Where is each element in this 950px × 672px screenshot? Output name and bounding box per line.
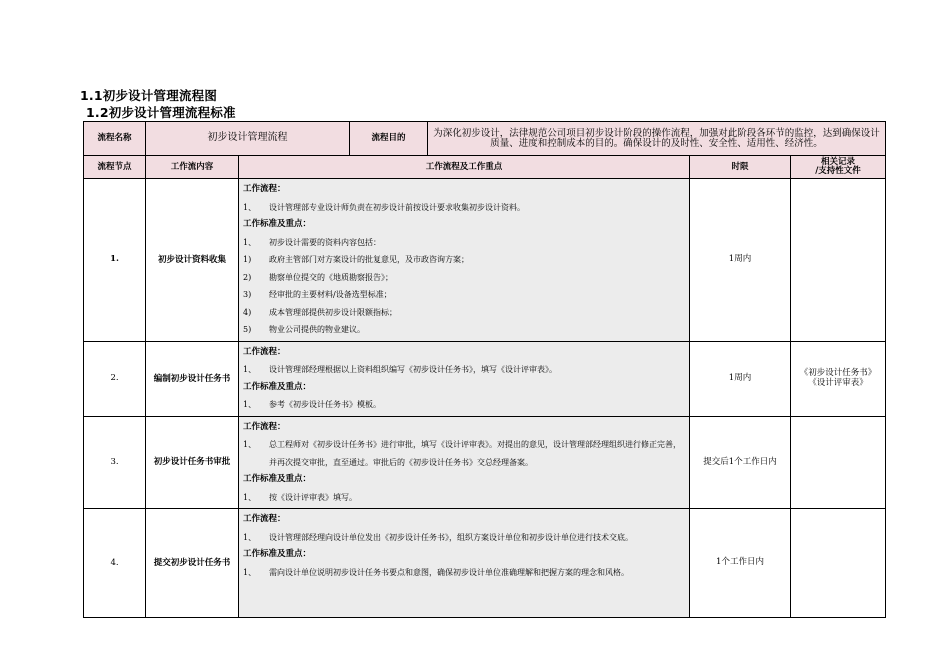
process-standard-table [83,121,886,618]
process-name-value: 初步设计管理流程 [146,122,350,156]
item-text: 成本管理部提供初步设计限额指标； [269,307,397,317]
records-text: 《初步设计任务书》 《设计评审表》 [799,368,877,388]
process-title: 工作流程： [243,184,286,194]
item-number: 1、 [243,237,257,247]
item-text: 参考《初步设计任务书》模板。 [269,400,381,409]
item-text: 设计管理部经理向设计单位发出《初步设计任务书》，组织方案设计单位和初步设计单位进行技术交底。 [269,532,633,542]
standard-item [243,489,685,507]
row-number: 1. [84,179,146,342]
process-item [243,361,685,379]
table-row [84,416,886,509]
table-row [84,179,886,342]
row-content: 提交初步设计任务书 [146,509,239,618]
item-number: 1、 [243,202,257,212]
row-content: 初步设计资料收集 [146,179,239,342]
process-purpose-label: 流程目的 [350,122,428,156]
process-purpose-value: 为深化初步设计，法律规范公司项目初步设计阶段的操作流程，加强对此阶段各环节的监控，达到确保设计质量、进度和控制成本的目的。确保设计的及时性、安全性、适用性、经济性。 [428,122,886,156]
standard-title: 工作标准及重点： [243,549,312,559]
standard-item [243,286,685,304]
item-text: 经审批的主要材料/设备选型标准； [269,290,392,299]
item-number: 3) [243,290,252,299]
process-title: 工作流程： [243,421,286,432]
item-number: 1) [243,255,252,264]
row-work [239,341,690,416]
row-work [239,509,690,618]
standard-item [243,251,685,269]
column-header-row [84,156,886,179]
item-text: 政府主管部门对方案设计的批复意见，及市政咨询方案； [269,255,469,264]
process-item [243,199,685,217]
item-number: 1、 [243,532,257,542]
row-time: 1周内 [690,179,791,342]
item-text: 设计管理部专业设计师负责在初步设计前按设计要求收集初步设计资料。 [269,202,525,212]
section-heading-1: 1.1初步设计管理流程图 [80,88,218,103]
standard-item [243,269,685,287]
row-work [239,179,690,342]
row-number: 4. [84,509,146,618]
row-records [791,509,886,618]
standard-title: 工作标准及重点： [243,219,312,229]
row-time: 1周内 [690,341,791,416]
process-title: 工作流程： [243,346,286,357]
standard-item [243,304,685,322]
row-number: 2. [84,341,146,416]
row-records [791,179,886,342]
item-number: 1、 [243,440,257,449]
item-text: 按《设计评审表》填写。 [269,492,357,502]
column-records-line1: 相关记录 [820,157,855,168]
item-number: 5) [243,325,252,334]
standard-title: 工作标准及重点： [243,381,312,392]
row-content: 编制初步设计任务书 [146,341,239,416]
item-number: 1、 [243,567,257,577]
row-work [239,416,690,509]
row-records [791,416,886,509]
item-number: 1、 [243,400,257,409]
item-number: 1、 [243,365,257,374]
column-content: 工作流内容 [146,156,239,179]
item-number: 1、 [243,492,257,502]
process-name-label: 流程名称 [84,122,146,156]
item-text: 勘察单位提交的《地质勘察报告》； [269,272,393,282]
item-text: 总工程师对《初步设计任务书》进行审批，填写《设计评审表》。对提出的意见，设计管理部经理组织进行修正完善，并再次提交审批，直至通过。审批后的《初步设计任务书》交总经理备案。 [269,440,681,467]
section-heading-2: 1.2初步设计管理流程标准 [86,105,236,120]
standard-title: 工作标准及重点： [243,474,312,484]
item-number: 2) [243,272,252,282]
row-number: 3. [84,416,146,509]
table-row [84,341,886,416]
item-text: 物业公司提供的物业建议。 [269,325,365,334]
row-time: 1个工作日内 [690,509,791,618]
header-row [84,122,886,156]
column-work: 工作流程及工作重点 [239,156,690,179]
process-title: 工作流程： [243,514,286,524]
column-records-line2: /支持性文件 [815,166,861,176]
item-text: 需向设计单位说明初步设计任务书要点和意图，确保初步设计单位准确理解和把握方案的理念和风格。 [269,567,629,577]
standard-item [243,396,685,414]
table-row [84,509,886,618]
process-item [243,436,685,471]
column-records [791,156,886,179]
table-body [84,179,886,618]
row-content: 初步设计任务书审批 [146,416,239,509]
item-number: 4) [243,307,252,317]
process-item [243,529,685,547]
row-time: 提交后1个工作日内 [690,416,791,509]
column-time: 时限 [690,156,791,179]
standard-item [243,234,685,252]
item-text: 设计管理部经理根据以上资料组织编写《初步设计任务书》，填写《设计评审表》。 [269,365,557,374]
row-records [791,341,886,416]
standard-item [243,321,685,339]
item-text: 初步设计需要的资料内容包括： [269,237,381,247]
column-node: 流程节点 [84,156,146,179]
standard-item [243,564,685,582]
